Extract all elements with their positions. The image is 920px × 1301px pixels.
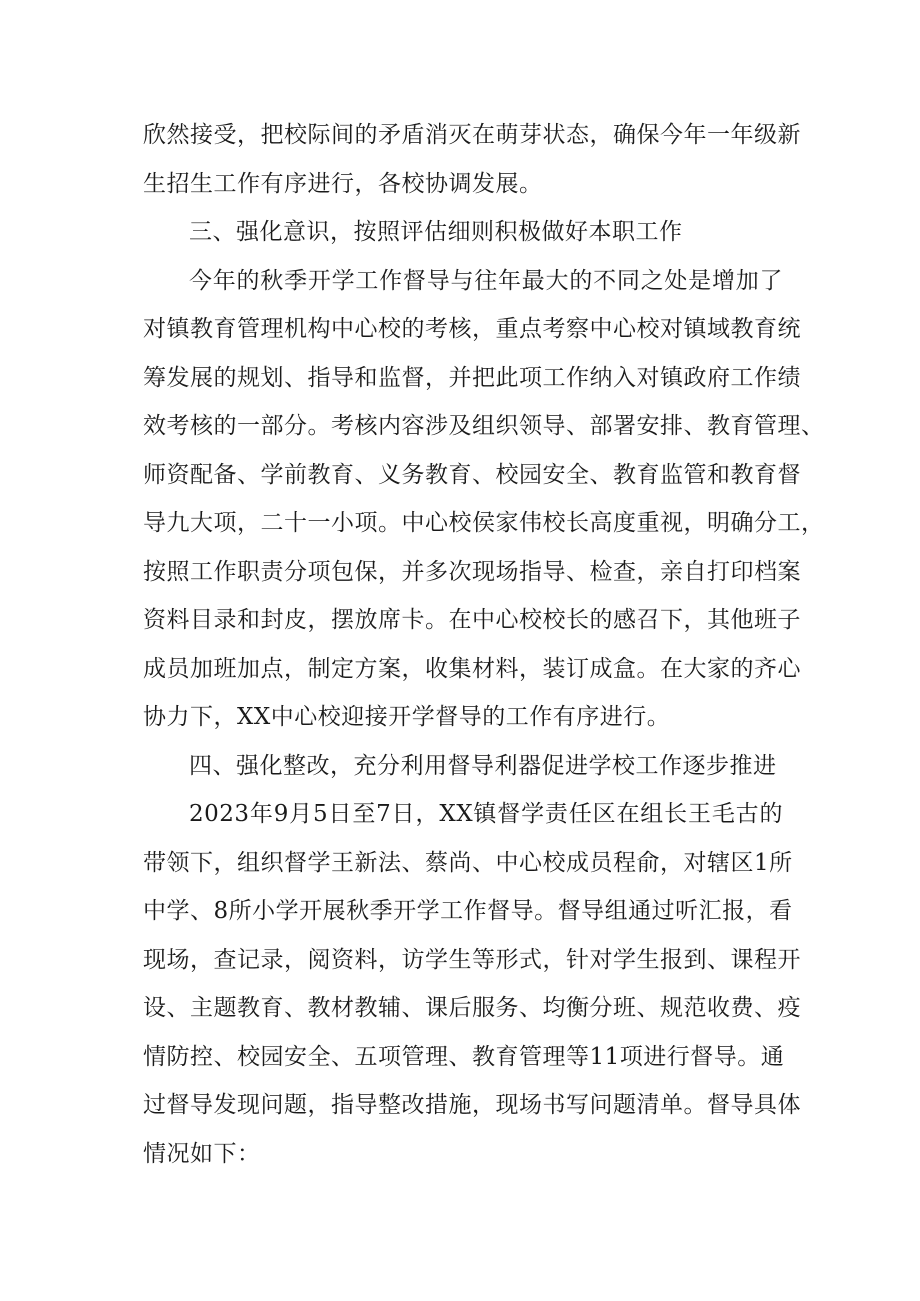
text-line: 过督导发现问题，指导整改措施，现场书写问题清单。督导具体 — [143, 1092, 801, 1118]
text-line: 导九大项，二十一小项。中心校侯家伟校长高度重视，明确分工， — [143, 510, 825, 536]
section-heading: 三、强化意识，按照评估细则积极做好本职工作 — [189, 219, 683, 245]
text-line: 带领下，组织督学王新法、蔡尚、中心校成员程俞，对辖区1所 — [143, 849, 793, 876]
text-line: 筹发展的规划、指导和监督，并把此项工作纳入对镇政府工作绩 — [143, 364, 801, 391]
text-line: 生招生工作有序进行，各校协调发展。 — [143, 170, 543, 197]
text-line: 情防控、校园安全、五项管理、教育管理等11项进行督导。通 — [143, 1043, 785, 1070]
text-line: 协力下，XX中心校迎接开学督导的工作有序进行。 — [143, 704, 671, 730]
text-line: 中学、8所小学开展秋季开学工作督导。督导组通过听汇报，看 — [143, 898, 793, 924]
text-line: 现场，查记录，阅资料，访学生等形式，针对学生报到、课程开 — [143, 946, 801, 973]
text-line: 对镇教育管理机构中心校的考核，重点考察中心校对镇域教育统 — [143, 316, 801, 342]
text-line: 资料目录和封皮，摆放席卡。在中心校校长的感召下，其他班子 — [143, 607, 801, 633]
section-heading: 四、强化整改，充分利用督导利器促进学校工作逐步推进 — [189, 752, 777, 779]
text-line: 按照工作职责分项包保，并多次现场指导、检查，亲自打印档案 — [143, 558, 801, 585]
document-body — [143, 111, 825, 1178]
text-line: 今年的秋季开学工作督导与往年最大的不同之处是增加了 — [189, 267, 783, 294]
text-line: 欣然接受，把校际间的矛盾消灭在萌芽状态，确保今年一年级新 — [143, 122, 801, 148]
text-line: 设、主题教育、教材教辅、课后服务、均衡分班、规范收费、疫 — [143, 995, 801, 1021]
text-line: 师资配备、学前教育、义务教育、校园安全、教育监管和教育督 — [143, 461, 801, 488]
text-line: 情况如下： — [143, 1140, 261, 1167]
text-line: 2023年9月5日至7日，XX镇督学责任区在组长王毛古的 — [189, 801, 783, 827]
text-line: 成员加班加点，制定方案，收集材料，装订成盒。在大家的齐心 — [143, 655, 801, 682]
text-line: 效考核的一部分。考核内容涉及组织领导、部署安排、教育管理、 — [143, 413, 825, 439]
